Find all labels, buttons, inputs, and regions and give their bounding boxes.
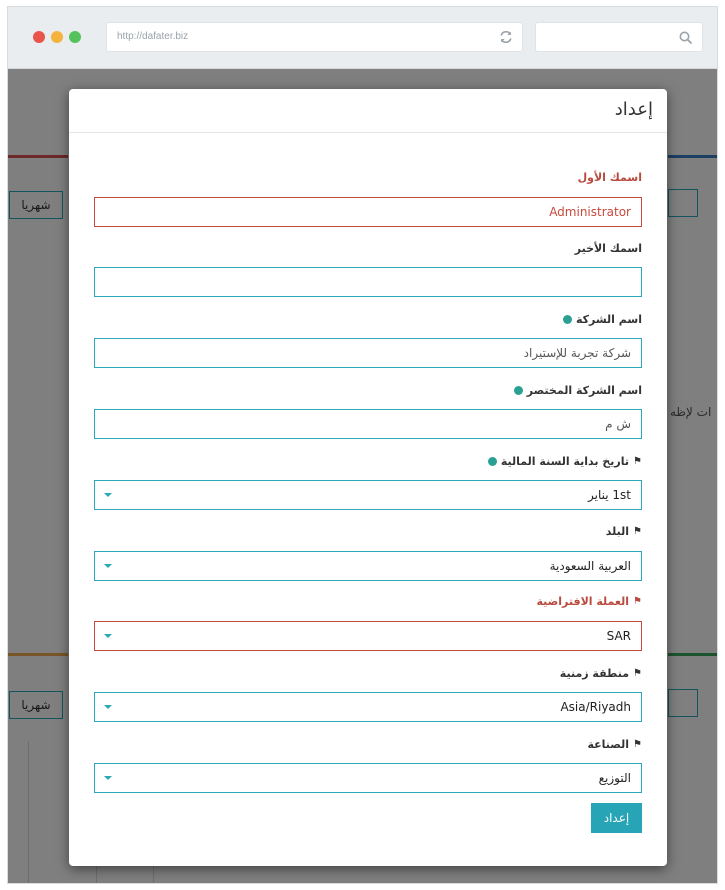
fiscal-year-start-label-text: تاريخ بداية السنة المالية	[500, 455, 630, 468]
chevron-down-icon	[104, 634, 112, 638]
chevron-down-icon	[104, 493, 112, 497]
industry-label	[587, 738, 642, 751]
chevron-down-icon	[104, 564, 112, 568]
company-abbr-label	[514, 384, 642, 397]
industry-value: التوزيع	[598, 771, 631, 785]
dialog-title: إعداد	[614, 99, 653, 120]
first-name-label-text: اسمك الأول	[577, 171, 642, 184]
fiscal-year-start-select[interactable]	[94, 480, 642, 510]
timezone-value: Asia/Riyadh	[560, 700, 631, 714]
setup-submit-button[interactable]: إعداد	[591, 803, 642, 833]
search-icon[interactable]	[678, 30, 694, 46]
flag-icon: ⚑	[633, 456, 642, 467]
browser-toolbar	[8, 7, 717, 69]
company-name-label-text: اسم الشركة	[575, 313, 642, 326]
maximize-window-button[interactable]	[69, 31, 81, 43]
industry-label-text: الصناعة	[587, 738, 630, 751]
company-abbr-label-text: اسم الشركة المختصر	[526, 384, 642, 397]
flag-icon: ⚑	[633, 739, 642, 750]
chevron-down-icon	[104, 705, 112, 709]
flag-icon: ⚑	[633, 596, 642, 607]
flag-icon: ⚑	[633, 668, 642, 679]
country-select[interactable]	[94, 551, 642, 581]
flag-icon: ⚑	[633, 526, 642, 537]
chevron-down-icon	[104, 776, 112, 780]
default-currency-label	[536, 595, 642, 608]
reload-icon[interactable]	[498, 29, 514, 45]
fiscal-year-start-value: 1st يناير	[588, 488, 631, 502]
company-name-input[interactable]: شركة تجربة للإستيراد	[94, 338, 642, 368]
default-currency-label-text: العملة الافتراضية	[536, 595, 630, 608]
country-value: العربية السعودية	[549, 559, 631, 573]
timezone-label-text: منطقة زمنية	[559, 667, 630, 680]
company-name-label	[563, 313, 642, 326]
country-label-text: البلد	[605, 525, 630, 538]
timezone-select[interactable]	[94, 692, 642, 722]
last-name-label	[575, 242, 642, 255]
country-label	[606, 525, 642, 538]
first-name-input[interactable]: Administrator	[94, 197, 642, 227]
setup-dialog	[69, 89, 667, 866]
timezone-label	[560, 667, 642, 680]
close-window-button[interactable]	[33, 31, 45, 43]
first-name-label	[578, 171, 642, 184]
address-bar[interactable]	[106, 22, 523, 52]
company-abbr-input[interactable]: ش م	[94, 409, 642, 439]
browser-search-bar[interactable]	[535, 22, 703, 52]
fiscal-year-start-label	[488, 455, 642, 468]
last-name-label-text: اسمك الأخير	[574, 242, 642, 255]
dialog-header	[69, 89, 667, 133]
info-icon[interactable]	[488, 457, 497, 466]
last-name-input[interactable]	[94, 267, 642, 297]
default-currency-select[interactable]	[94, 621, 642, 651]
industry-select[interactable]	[94, 763, 642, 793]
address-url: http://dafater.biz	[117, 31, 189, 42]
default-currency-value: SAR	[606, 629, 631, 643]
info-icon[interactable]	[563, 315, 572, 324]
info-icon[interactable]	[514, 386, 523, 395]
minimize-window-button[interactable]	[51, 31, 63, 43]
